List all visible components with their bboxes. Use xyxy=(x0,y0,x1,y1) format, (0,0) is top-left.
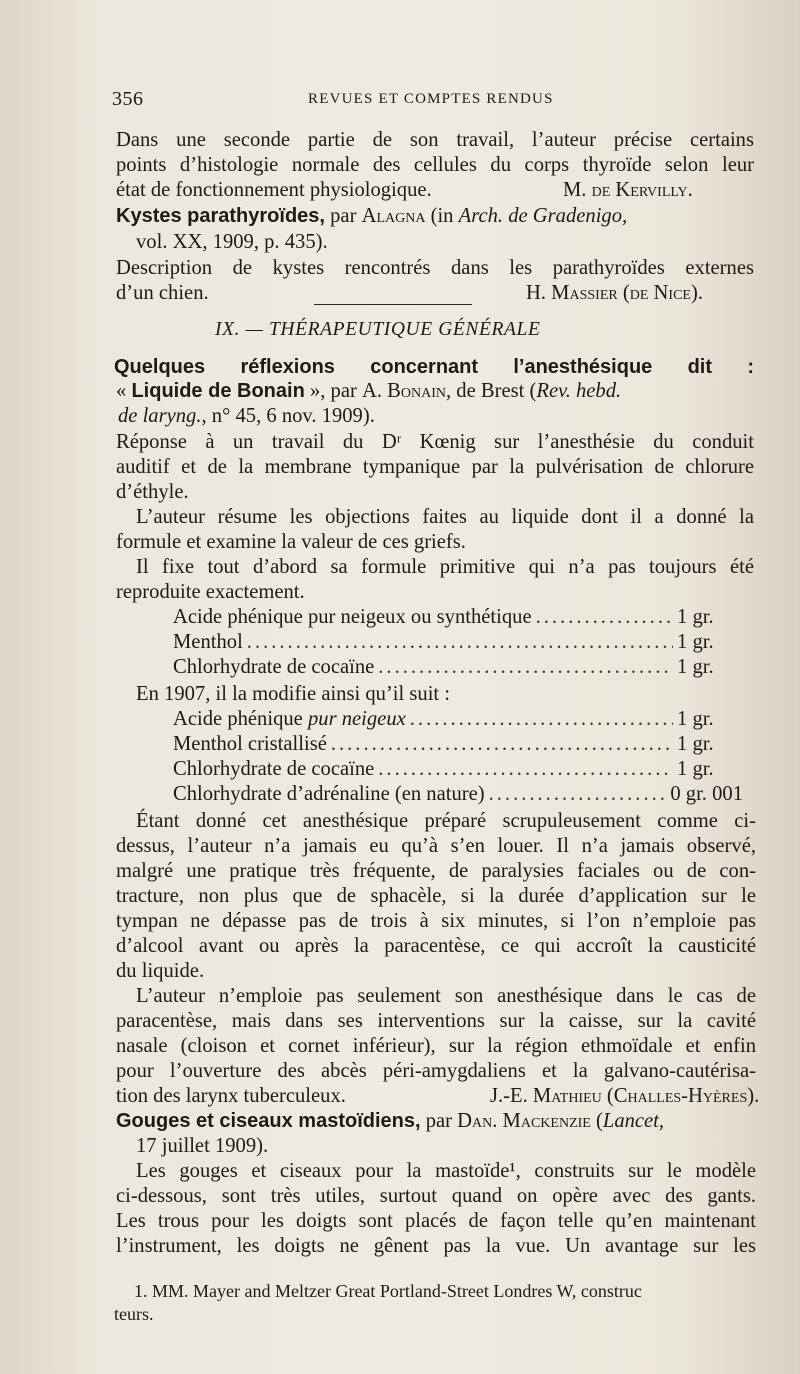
intro-author-signature: M. de Kervilly. xyxy=(563,179,693,201)
formula2-ingredient: Chlorhydrate de cocaïne xyxy=(173,758,375,780)
article2-journal: Rev. hebd. xyxy=(536,380,622,402)
article2-ref-rest: n° 45, 6 nov. 1909). xyxy=(206,405,375,427)
article2-title-line-2 xyxy=(116,378,756,404)
article2-p4-line-2: dessus, l’auteur n’a jamais eu qu’à s’en louer. Il n’a jamais observé, xyxy=(116,835,756,857)
article2-p4-line-1: Étant donné cet anesthésique préparé scrupuleusement comme ci- xyxy=(136,810,756,832)
article1-signature: H. Massier (de Nice). xyxy=(526,282,703,304)
separator-rule xyxy=(314,304,472,305)
article3-p1-line-3: Les trous pour les doigts sont placés de façon telle qu’en maintenant xyxy=(116,1210,756,1232)
formula2-ingredient-italic: pur neigeux xyxy=(307,708,406,730)
formula1-amount: 1 gr. xyxy=(677,631,714,653)
intro-line-1: Dans une seconde partie de son travail, l’auteur précise certains xyxy=(116,129,754,151)
formula1-amount: 1 gr. xyxy=(677,656,714,678)
footnote-line-1: 1. MM. Mayer and Meltzer Great Portland-Street Londres W, construc xyxy=(134,1281,642,1301)
article1-author: Alagna xyxy=(361,205,426,227)
article2-p1-line-3: d’éthyle. xyxy=(116,481,189,503)
article2-p3-line-1: Il fixe tout d’abord sa formule primitive qui n’a pas toujours été xyxy=(136,556,754,578)
article3-title: Gouges et ciseaux mastoïdiens, xyxy=(116,1110,421,1132)
article1-reference: vol. XX, 1909, p. 435). xyxy=(136,231,328,253)
article2-p5-line-3: nasale (cloison et cornet inférieur), sur la région ethmoïdale et enfin xyxy=(116,1035,756,1057)
article2-quote-open: « xyxy=(116,380,132,402)
formula2-ingredient-text: Acide phénique xyxy=(173,708,308,730)
formula2-row xyxy=(173,781,743,807)
article2-p4-line-4: tracture, non plus que de sphacèle, si la durée d’application sur le xyxy=(116,885,756,907)
formula1-row xyxy=(173,654,743,680)
formula1-ingredient: Chlorhydrate de cocaïne xyxy=(173,656,375,678)
leader-dots xyxy=(331,731,673,757)
article2-p2-line-2: formule et examine la valeur de ces griefs. xyxy=(116,531,466,553)
article1-ref-open: (in xyxy=(425,205,459,227)
leader-dots xyxy=(536,604,673,630)
article2-p4-line-5: tympan ne dépasse pas de trois à six minutes, si l’on n’emploie pas xyxy=(116,910,756,932)
article2-origin: , de Brest ( xyxy=(446,380,537,402)
article2-p5-line-1: L’auteur n’emploie pas seulement son anesthésique dans le cas de xyxy=(136,985,756,1007)
formula2-amount: 1 gr. xyxy=(677,708,714,730)
article2-title-bold: Liquide de Bonain xyxy=(131,380,305,402)
formula1-amount: 1 gr. xyxy=(677,606,714,628)
article2-reference xyxy=(118,403,375,429)
article3-journal-open: ( xyxy=(590,1110,603,1132)
article3-heading xyxy=(116,1108,756,1134)
intro-line-3-text: état de fonctionnement physiologique. xyxy=(116,179,432,201)
article2-by: », par xyxy=(304,380,362,402)
formula1-row xyxy=(173,604,743,630)
article1-desc-line-1: Description de kystes rencontrés dans les parathyroïdes externes xyxy=(116,257,754,279)
article2-p3-line-2: reproduite exactement. xyxy=(116,581,305,603)
article2-p1-line-1: Réponse à un travail du Dʳ Kœnig sur l’anesthésie du conduit xyxy=(116,431,754,453)
leader-dots xyxy=(247,629,673,655)
page-number: 356 xyxy=(112,88,144,110)
intro-line-3 xyxy=(116,177,754,203)
formula1-row xyxy=(173,629,743,655)
leader-dots xyxy=(489,781,667,807)
leader-dots xyxy=(378,756,673,782)
article2-signature: J.-E. Mathieu (Challes-Hyères). xyxy=(490,1085,760,1107)
article2-p5-last-text: tion des larynx tuberculeux. xyxy=(116,1085,346,1107)
article2-p5-line-2: paracentèse, mais dans ses interventions sur la caisse, sur la cavité xyxy=(116,1010,756,1032)
article2-p4-line-3: malgré une pratique très fréquente, de paralysies faciales ou de con- xyxy=(116,860,756,882)
article2-journal-2: de laryng., xyxy=(118,405,207,427)
article1-journal: Arch. de Gradenigo, xyxy=(458,205,628,227)
article1-heading xyxy=(116,203,756,229)
formula1-ingredient: Menthol xyxy=(173,631,243,653)
article3-by: par xyxy=(420,1110,458,1132)
intro-line-2: points d’histologie normale des cellules du corps thyroïde selon leur xyxy=(116,154,754,176)
article3-date: 17 juillet 1909). xyxy=(136,1135,269,1157)
leader-dots xyxy=(410,706,673,732)
article3-p1-line-1: Les gouges et ciseaux pour la mastoïde¹, construits sur le modèle xyxy=(136,1160,756,1182)
formula2-ingredient: Chlorhydrate d’adrénaline (en nature) xyxy=(173,783,485,805)
article2-p5-line-5 xyxy=(116,1083,760,1109)
article1-title: Kystes parathyroïdes, xyxy=(116,205,325,227)
formula2-amount: 1 gr. xyxy=(677,758,714,780)
article2-p1-line-2: auditif et de la membrane tympanique par la pulvérisation de chlorure xyxy=(116,456,754,478)
formula2-row xyxy=(173,706,743,732)
article2-p4-line-6: d’alcool avant ou après la paracentèse, ce qui accroît la causticité xyxy=(116,935,756,957)
article2-author: A. Bonain xyxy=(361,380,446,402)
formula2-amount: 0 gr. 001 xyxy=(670,783,743,805)
article2-p5-line-4: pour l’ouverture des abcès péri-amygdaliens et la galvano-cautérisa- xyxy=(116,1060,756,1082)
footnote-line-2: teurs. xyxy=(114,1304,154,1324)
running-head: REVUES ET COMPTES RENDUS xyxy=(308,91,554,107)
page-header xyxy=(112,88,762,112)
article1-desc-line-2 xyxy=(116,280,754,306)
formula1-ingredient: Acide phénique pur neigeux ou synthétique xyxy=(173,606,532,628)
section-title: IX. — THÉRAPEUTIQUE GÉNÉRALE xyxy=(215,319,541,340)
article3-journal: Lancet, xyxy=(602,1110,665,1132)
article2-modification: En 1907, il la modifie ainsi qu’il suit : xyxy=(136,683,451,705)
leader-dots xyxy=(378,654,673,680)
article3-p1-line-2: ci-dessous, sont très utiles, surtout quand on opère avec des gants. xyxy=(116,1185,756,1207)
formula2-amount: 1 gr. xyxy=(677,733,714,755)
formula2-ingredient xyxy=(173,706,406,732)
article1-by: par xyxy=(324,205,362,227)
article3-author: Dan. Mackenzie xyxy=(457,1110,591,1132)
article2-p2-line-1: L’auteur résume les objections faites au liquide dont il a donné la xyxy=(136,506,754,528)
article2-title-line-1: Quelques réflexions concernant l’anesthésique dit : xyxy=(114,356,754,378)
formula2-row xyxy=(173,756,743,782)
formula2-ingredient: Menthol cristallisé xyxy=(173,733,327,755)
article1-desc-line-2-text: d’un chien. xyxy=(116,282,209,304)
article3-p1-line-4: l’instrument, les doigts ne gênent pas la vue. Un avantage sur les xyxy=(116,1235,756,1257)
article2-p4-line-7: du liquide. xyxy=(116,960,205,982)
formula2-row xyxy=(173,731,743,757)
